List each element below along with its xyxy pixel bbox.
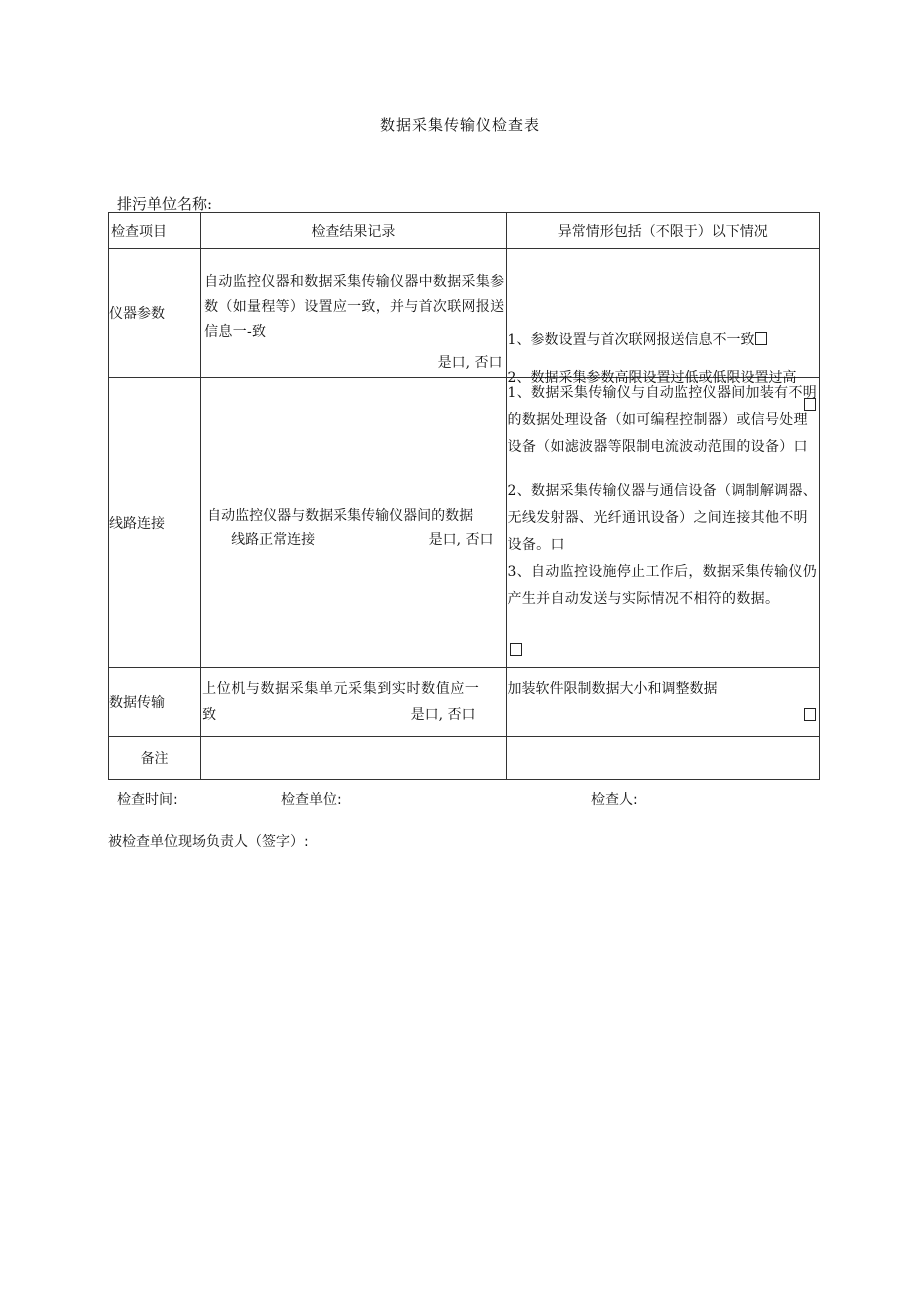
abnormal-item: 1、数据采集传输仪与自动监控仪器间加装有不明的数据处理设备（如可编程控制器）或信号处理设备（如滤波器等限制电流波动范围的设备）口 [507, 385, 818, 455]
abnormal-item: 1、参数设置与首次联网报送信息不一致 [508, 329, 768, 349]
abnormal-cell [506, 378, 819, 668]
record-text: 致 [202, 707, 217, 723]
abnormal-item: 2、数据采集参数高限设置过低或低限设置过高 [507, 370, 797, 386]
responsible-signature-label: 被检查单位现场负责人（签字）: [108, 834, 309, 850]
inspection-time-label: 检查时间: [117, 792, 178, 808]
record-cell [201, 668, 506, 737]
checkbox-icon [755, 332, 767, 345]
record-text: 线路正常连接 [231, 532, 316, 548]
header-item: 检查项目 [109, 213, 201, 249]
yes-no-option: 是口, 否口 [437, 355, 503, 371]
record-cell [201, 249, 506, 378]
table-row [109, 378, 820, 668]
remark-cell[interactable] [201, 737, 506, 780]
abnormal-item: 2、数据采集传输仪器与通信设备（调制解调器、无线发射器、光纤通讯设备）之间连接其他不明设备。口 [507, 483, 818, 553]
header-record: 检查结果记录 [201, 213, 506, 249]
inspection-table [108, 212, 820, 780]
table-header-row [109, 213, 820, 249]
checkbox-icon [510, 643, 522, 656]
row-item-label: 数据传输 [109, 668, 201, 737]
remark-cell[interactable] [506, 737, 819, 780]
row-item-label: 仪器参数 [109, 249, 201, 378]
table-row [109, 737, 820, 780]
header-abnormal: 异常情形包括（不限于）以下情况 [506, 213, 819, 249]
inspector-label: 检查人: [591, 792, 638, 808]
table-row [109, 249, 820, 378]
checkbox-icon [804, 708, 816, 721]
row-item-label: 备注 [109, 737, 201, 780]
abnormal-cell [506, 249, 819, 386]
abnormal-item: 加装软件限制数据大小和调整数据 [507, 681, 718, 697]
record-text: 自动监控仪器与数据采集传输仪器间的数据 [207, 508, 474, 524]
abnormal-cell [506, 668, 819, 737]
inspection-unit-label: 检查单位: [281, 792, 342, 808]
page-title: 数据采集传输仪检查表 [379, 116, 540, 134]
yes-no-option: 是口, 否口 [428, 532, 494, 548]
yes-no-option: 是口, 否口 [410, 707, 476, 723]
record-text: 自动监控仪器和数据采集传输仪器中数据采集参数（如量程等）设置应一致，并与首次联网报送信息一-致 [204, 274, 505, 340]
unit-name-label: 排污单位名称: [117, 195, 213, 213]
abnormal-item: 3、自动监控设施停止工作后，数据采集传输仪仍产生并自动发送与实际情况不相符的数据。 [507, 564, 818, 607]
record-text: 上位机与数据采集单元采集到实时数值应一 [202, 681, 480, 697]
table-row [109, 668, 820, 737]
row-item-label: 线路连接 [109, 378, 201, 668]
record-cell [201, 378, 506, 668]
